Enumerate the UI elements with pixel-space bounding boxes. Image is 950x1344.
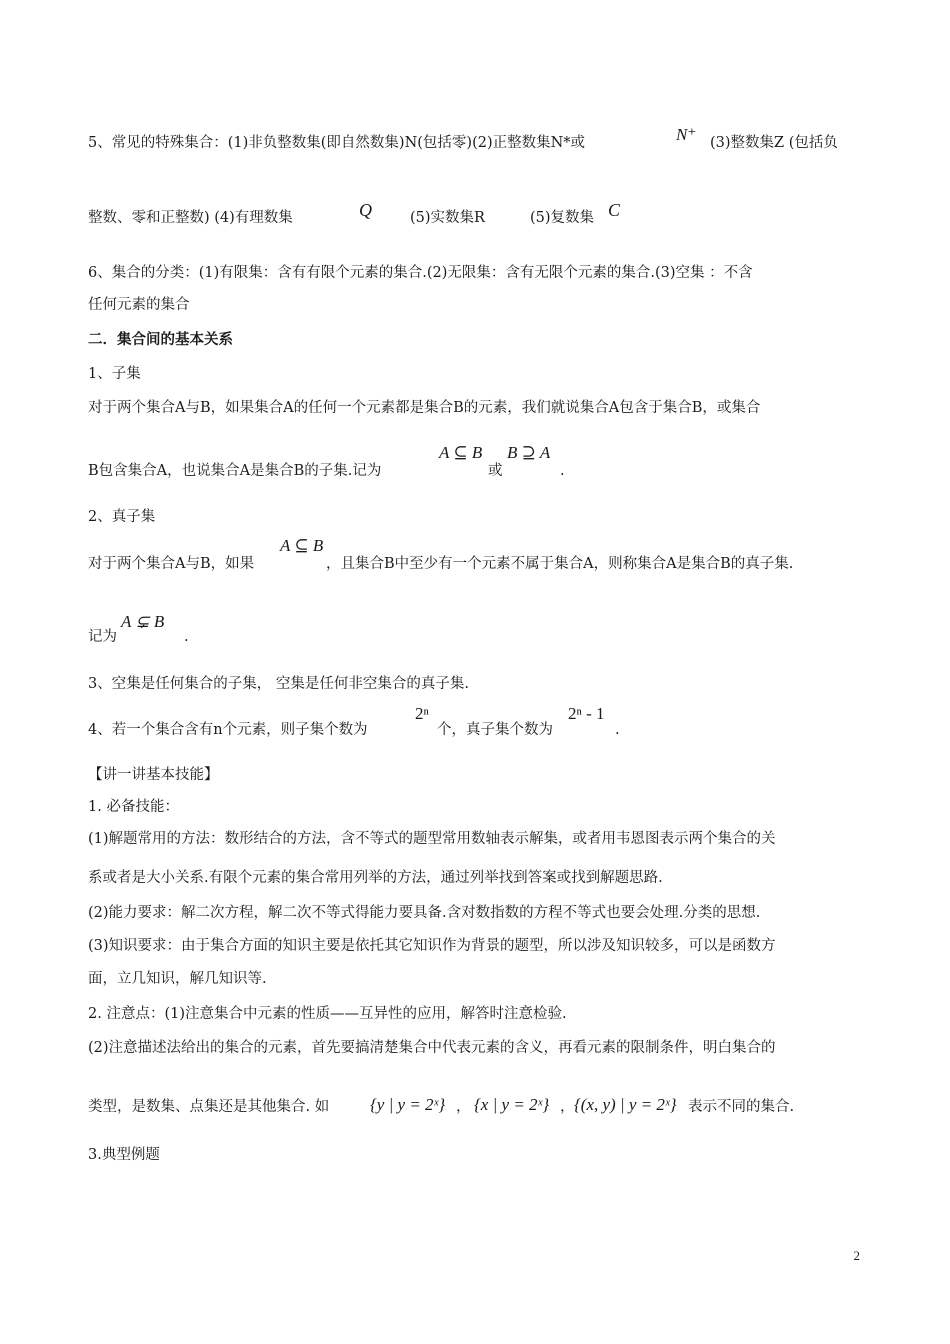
math-set-points: {(x, y) | y = 2ˣ} [574,1095,677,1114]
text-line: (5)复数集 [530,210,595,226]
math-a-proper-subset-b: A ⊊ B [121,612,165,631]
text-line: . [615,722,620,738]
text-line: B包含集合A，也说集合A是集合B的子集.记为 [88,463,382,479]
text-line: 或 [488,463,503,479]
text-line: 3、空集是任何集合的子集， 空集是任何非空集合的真子集. [88,676,469,692]
subsection-title: 1、子集 [88,366,141,382]
subsection-title: 3.典型例题 [88,1147,160,1163]
math-two-power-n: 2ⁿ [415,704,429,723]
text-line: 6、集合的分类：(1)有限集：含有有限个元素的集合.(2)无限集：含有无限个元素的集合.(3)空集 ：不含 [88,265,753,281]
text-line: 任何元素的集合 [88,297,190,313]
text-line: 表示不同的集合. [688,1099,795,1115]
text-line: ，且集合B中至少有一个元素不属于集合A，则称集合A是集合B的真子集. [326,556,794,572]
math-a-subset-b: A ⊆ B [280,536,324,555]
math-q: Q [359,200,372,220]
text-line: (2)注意描述法给出的集合的元素，首先要搞清楚集合中代表元素的含义，再看元素的限制条件，明白集合的 [88,1040,776,1056]
text-line: 整数、零和正整数) (4)有理数集 [88,210,293,226]
text-line: (2)能力要求：解二次方程，解二次不等式得能力要具备.含对数指数的方程不等式也要会处理.分类的思想. [88,905,761,921]
text-line: (5)实数集R [410,210,485,226]
math-a-subset-b: A ⊆ B [439,443,483,462]
section-heading: 【讲一讲基本技能】 [88,767,219,783]
page-number: 2 [853,1248,860,1263]
text-line: (3)知识要求：由于集合方面的知识主要是依托其它知识作为背景的题型，所以涉及知识较多，可以是函数方 [88,938,776,954]
text-line: 对于两个集合A与B，如果 [88,556,255,572]
text-line: 1. 必备技能： [88,799,179,815]
section-heading: 二．集合间的基本关系 [88,331,233,348]
text-line: 记为 [88,629,117,645]
text-line: 系或者是大小关系.有限个元素的集合常用列举的方法，通过列举找到答案或找到解题思路. [88,870,663,886]
math-two-power-n-minus-one: 2ⁿ - 1 [568,704,605,723]
math-c: C [608,200,621,220]
special-sets-text: 5、常见的特殊集合：(1)非负整数集(即自然数集)N(包括零)(2)正整数集N*或 [88,135,586,151]
text-line: ， [560,1099,575,1115]
math-n-plus: N⁺ [676,125,697,144]
text-line: 对于两个集合A与B，如果集合A的任何一个元素都是集合B的元素，我们就说集合A包含于集合B，或集合 [88,400,761,416]
text-line: . [184,629,189,645]
math-set-y: {y | y = 2ˣ} [370,1095,446,1114]
text-line: 2. 注意点：(1)注意集合中元素的性质——互异性的应用，解答时注意检验. [88,1006,567,1022]
math-set-x: {x | y = 2ˣ} [474,1095,550,1114]
text-line: 4、若一个集合含有n个元素，则子集个数为 [88,722,368,738]
text-line: (3)整数集Z (包括负 [710,135,838,151]
subsection-title: 2、真子集 [88,509,156,525]
text-line: (1)解题常用的方法：数形结合的方法，含不等式的题型常用数轴表示解集，或者用韦恩图表示两个集合的关 [88,831,776,847]
text-line: 类型，是数集、点集还是其他集合. 如 [88,1099,330,1115]
text-line: 面，立几知识，解几知识等. [88,971,267,987]
math-b-superset-a: B ⊇ A [507,443,551,462]
text-line: . [560,463,565,479]
text-line [88,133,585,153]
text-line: 个，真子集个数为 [437,722,553,738]
text-line: ， [456,1099,471,1115]
